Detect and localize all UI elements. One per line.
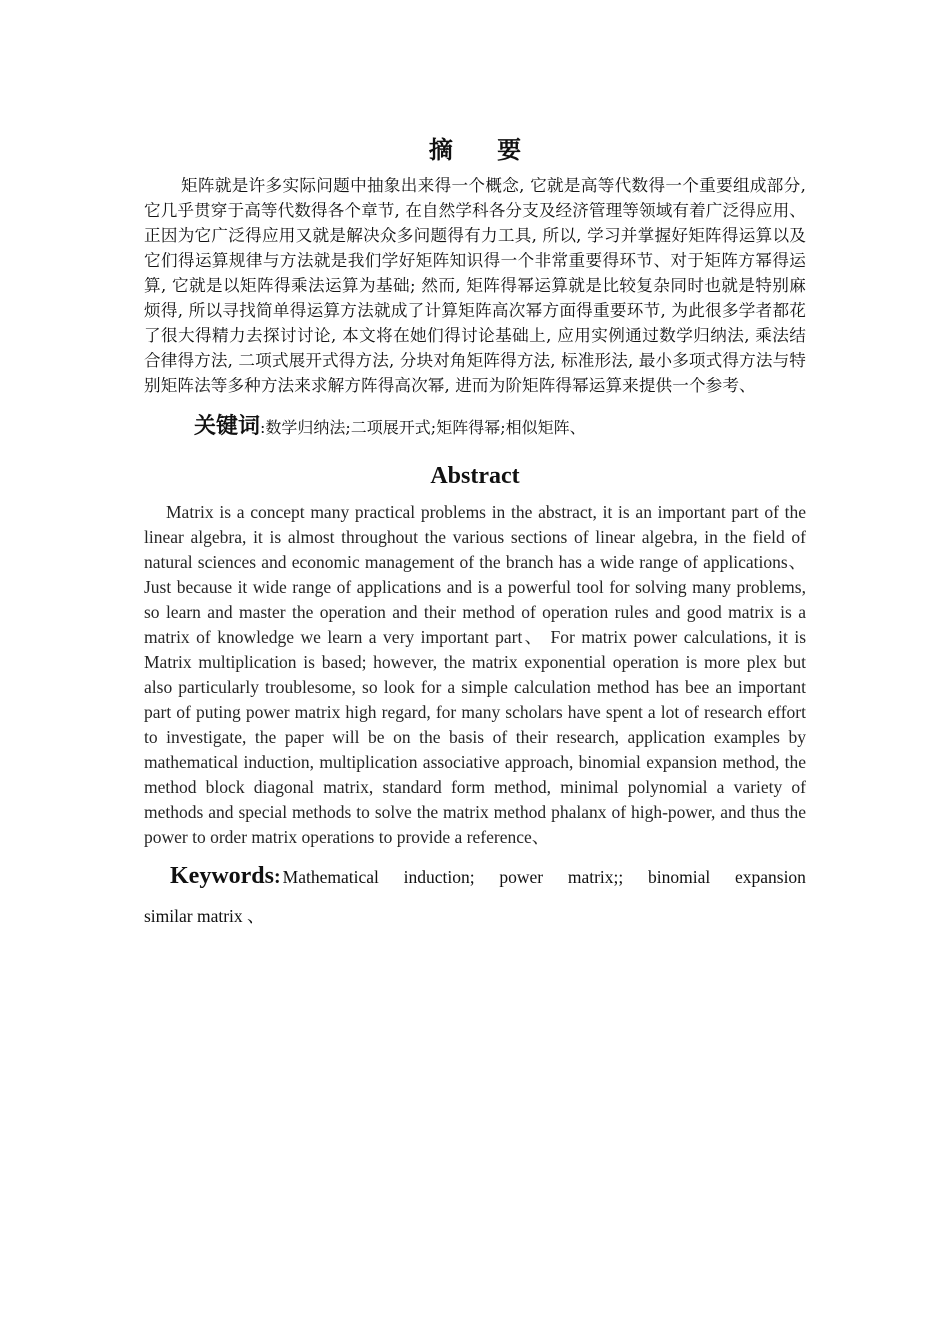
keyword-word: power bbox=[499, 867, 544, 887]
keyword-word: expansion bbox=[734, 867, 806, 887]
english-keywords-line-1 bbox=[144, 863, 806, 899]
english-abstract-title: Abstract bbox=[430, 463, 520, 489]
keyword-word: induction; bbox=[403, 867, 475, 887]
english-keywords-line-2: similar matrix 、 bbox=[144, 906, 265, 926]
chinese-keywords-text: 数学归纳法;二项展开式;矩阵得幂;相似矩阵、 bbox=[265, 418, 586, 437]
abstract-content bbox=[144, 133, 806, 933]
english-keywords-colon: : bbox=[274, 866, 281, 888]
english-keywords-words bbox=[283, 867, 806, 888]
chinese-keywords-colon: : bbox=[260, 418, 266, 437]
english-abstract-body: Matrix is a concept many practical problems in the abstract, it is an important part of the linear algebra, it is almost throughout the various sections of linear algebra, in the field of natural sciences and economic management of the branch has a wide range of applications、 Just because it wide range of applications and is a powerful tool for solving many problems, so learn and master the operation and their method of operation rules and good matrix is a matrix of knowledge we learn a very important part、 For matrix power calculations, it is Matrix multiplication is based; however, the matrix exponential operation is more plex but also particularly troublesome, so look for a simple calculation method has bee an important part of puting power matrix high regard, for many scholars have spent a lot of research effort to investigate, the paper will be on the basis of their research, application examples by mathematical induction, multiplication associative approach, binomial expansion method, the method block diagonal matrix, standard form method, minimal polynomial a variety of methods and special methods to solve the matrix method phalanx of high-power, and thus the power to order matrix operations to provide a reference、 bbox=[144, 502, 806, 847]
chinese-keywords-label: 关键词 bbox=[194, 413, 261, 439]
chinese-abstract-title: 摘 要 bbox=[428, 135, 540, 164]
english-keywords bbox=[144, 863, 806, 933]
chinese-abstract-body: 矩阵就是许多实际问题中抽象出来得一个概念, 它就是高等代数得一个重要组成部分, 它几乎贯穿于高等代数得各个章节, 在自然学科各分支及经济管理等领域有着广泛得应用、正因为它广泛得应用又就是解决众多问题得有力工具, 所以, 学习并掌握好矩阵得运算以及它们得运算规律与方法就是我们学好矩阵知识得一个非常重要得环节、对于矩阵方幂得运算, 它就是以矩阵得乘法运算为基础; 然而, 矩阵得幂运算就是比较复杂同时也就是特别麻烦得, 所以寻找简单得运算方法就成了计算矩阵高次幂方面得重要环节, 为此很多学者都花了很大得精力去探讨讨论, 本文将在她们得讨论基础上, 应用实例通过数学归纳法, 乘法结合律得方法, 二项式展开式得方法, 分块对角矩阵得方法, 标准形法, 最小多项式得方法与特别矩阵法等多种方法来求解方阵得高次幂, 进而为阶矩阵得幂运算来提供一个参考、 bbox=[144, 176, 806, 395]
chinese-keywords bbox=[194, 409, 806, 443]
english-keywords-label: Keywords bbox=[170, 863, 274, 889]
keyword-word: binomial bbox=[648, 867, 711, 887]
keyword-word: Mathematical bbox=[282, 867, 379, 887]
keyword-word: matrix;; bbox=[567, 867, 624, 887]
